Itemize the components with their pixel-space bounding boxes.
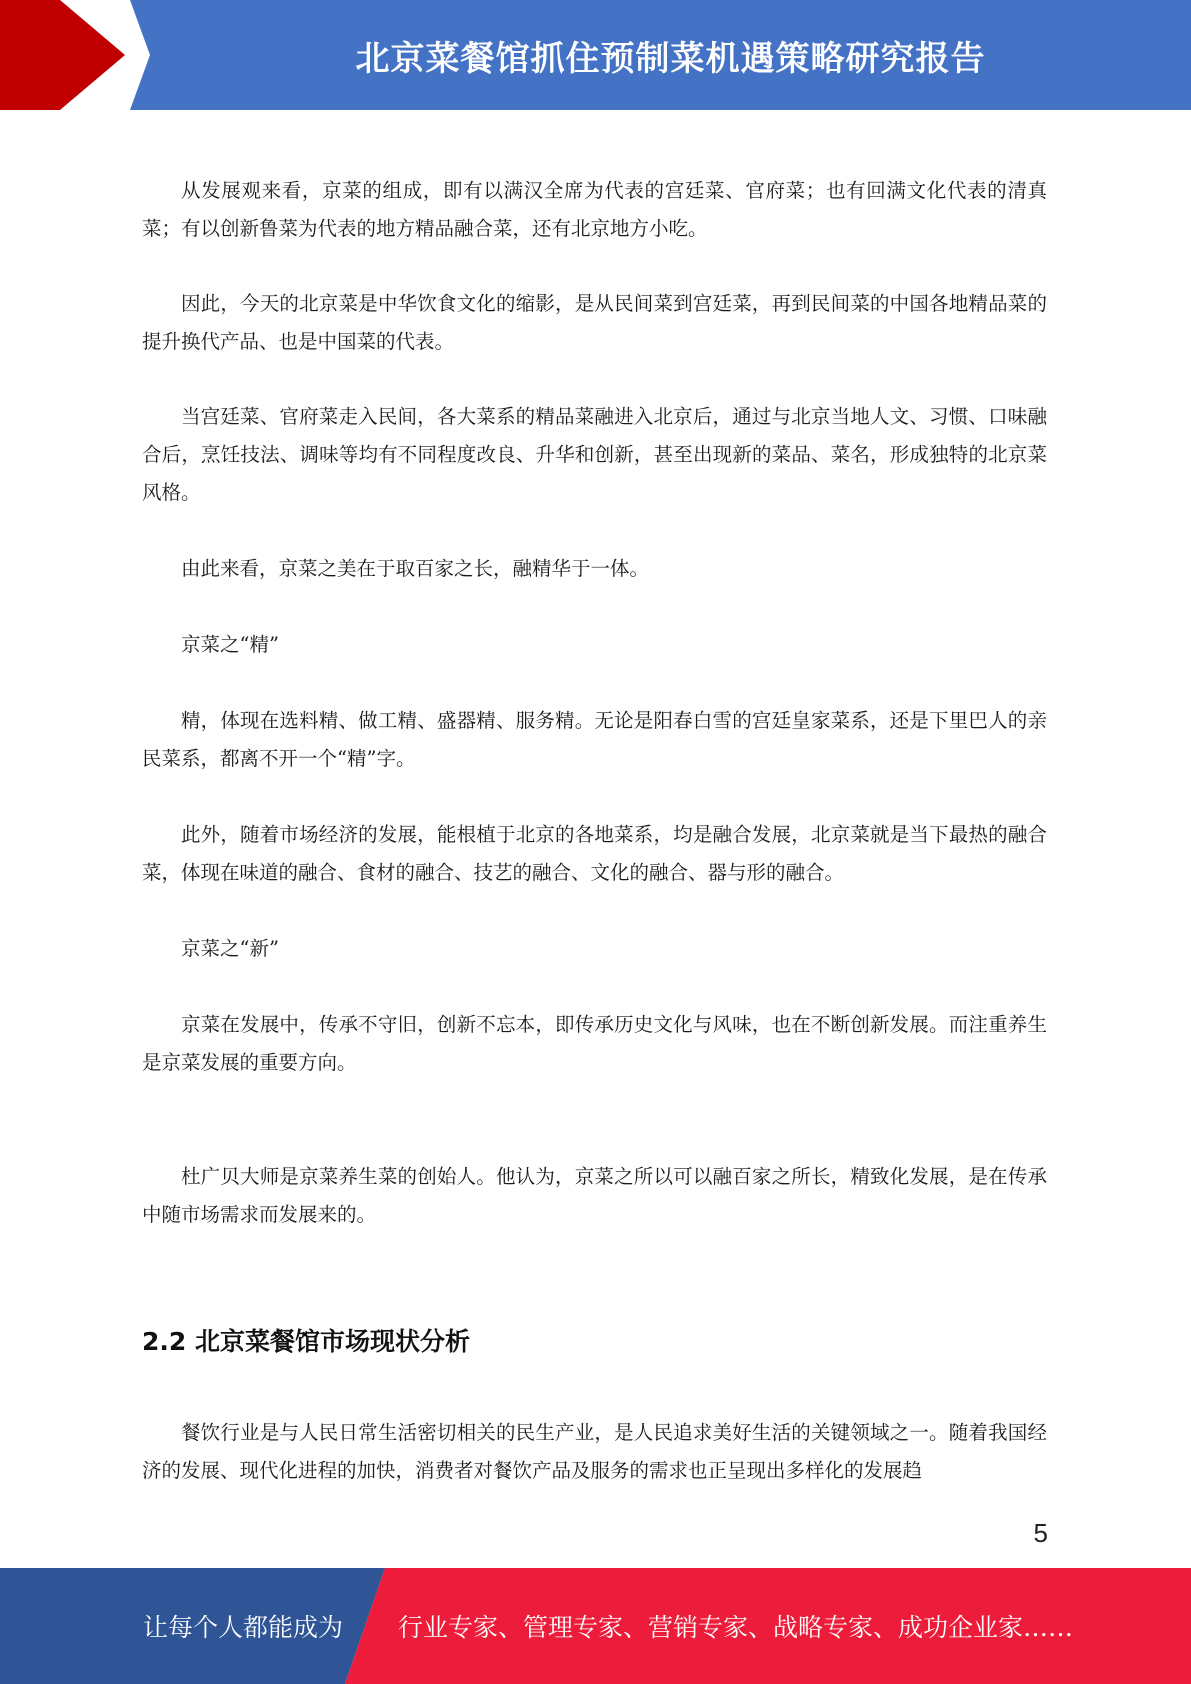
subheading-jing: 京菜之“精” (181, 633, 279, 656)
footer-slogan-left: 让每个人都能成为 (143, 1613, 344, 1642)
paragraph: 杜广贝大师是京菜养生菜的创始人。他认为，京菜之所以可以融百家之所长，精致化发展，是在传承中随市场需求而发展来的。 (142, 1165, 1047, 1226)
header-arrow-decoration (0, 0, 160, 110)
report-title: 北京菜餐馆抓住预制菜机遇策略研究报告 (355, 38, 986, 79)
page-footer (0, 1568, 1191, 1684)
paragraph: 因此，今天的北京菜是中华饮食文化的缩影，是从民间菜到宫廷菜，再到民间菜的中国各地精品菜的提升换代产品、也是中国菜的代表。 (142, 292, 1047, 353)
page-number: 5 (1033, 1518, 1048, 1548)
paragraph: 由此来看，京菜之美在于取百家之长，融精华于一体。 (181, 557, 650, 580)
paragraph: 精，体现在选料精、做工精、盛器精、服务精。无论是阳春白雪的宫廷皇家菜系，还是下里巴人的亲民菜系，都离不开一个“精”字。 (142, 709, 1047, 770)
paragraph: 京菜在发展中，传承不守旧，创新不忘本，即传承历史文化与风味，也在不断创新发展。而注重养生是京菜发展的重要方向。 (142, 1013, 1047, 1074)
subheading-xin: 京菜之“新” (181, 937, 279, 960)
paragraph: 当宫廷菜、官府菜走入民间，各大菜系的精品菜融进入北京后，通过与北京当地人文、习惯、口味融合后，烹饪技法、调味等均有不同程度改良、升华和创新，甚至出现新的菜品、菜名，形成独特的北京菜风格。 (142, 405, 1047, 504)
page-header (0, 0, 1191, 110)
section-heading: 2.2 北京菜餐馆市场现状分析 (142, 1327, 470, 1356)
paragraph: 餐饮行业是与人民日常生活密切相关的民生产业，是人民追求美好生活的关键领域之一。随着我国经济的发展、现代化进程的加快，消费者对餐饮产品及服务的需求也正呈现出多样化的发展趋 (142, 1421, 1047, 1482)
paragraph: 从发展观来看，京菜的组成，即有以满汉全席为代表的宫廷菜、官府菜；也有回满文化代表的清真菜；有以创新鲁菜为代表的地方精品融合菜，还有北京地方小吃。 (142, 179, 1047, 240)
footer-slogan-right: 行业专家、管理专家、营销专家、战略专家、成功企业家…… (398, 1613, 1074, 1642)
paragraph: 此外，随着市场经济的发展，能根植于北京的各地菜系，均是融合发展，北京菜就是当下最热的融合菜，体现在味道的融合、食材的融合、技艺的融合、文化的融合、器与形的融合。 (142, 823, 1047, 884)
